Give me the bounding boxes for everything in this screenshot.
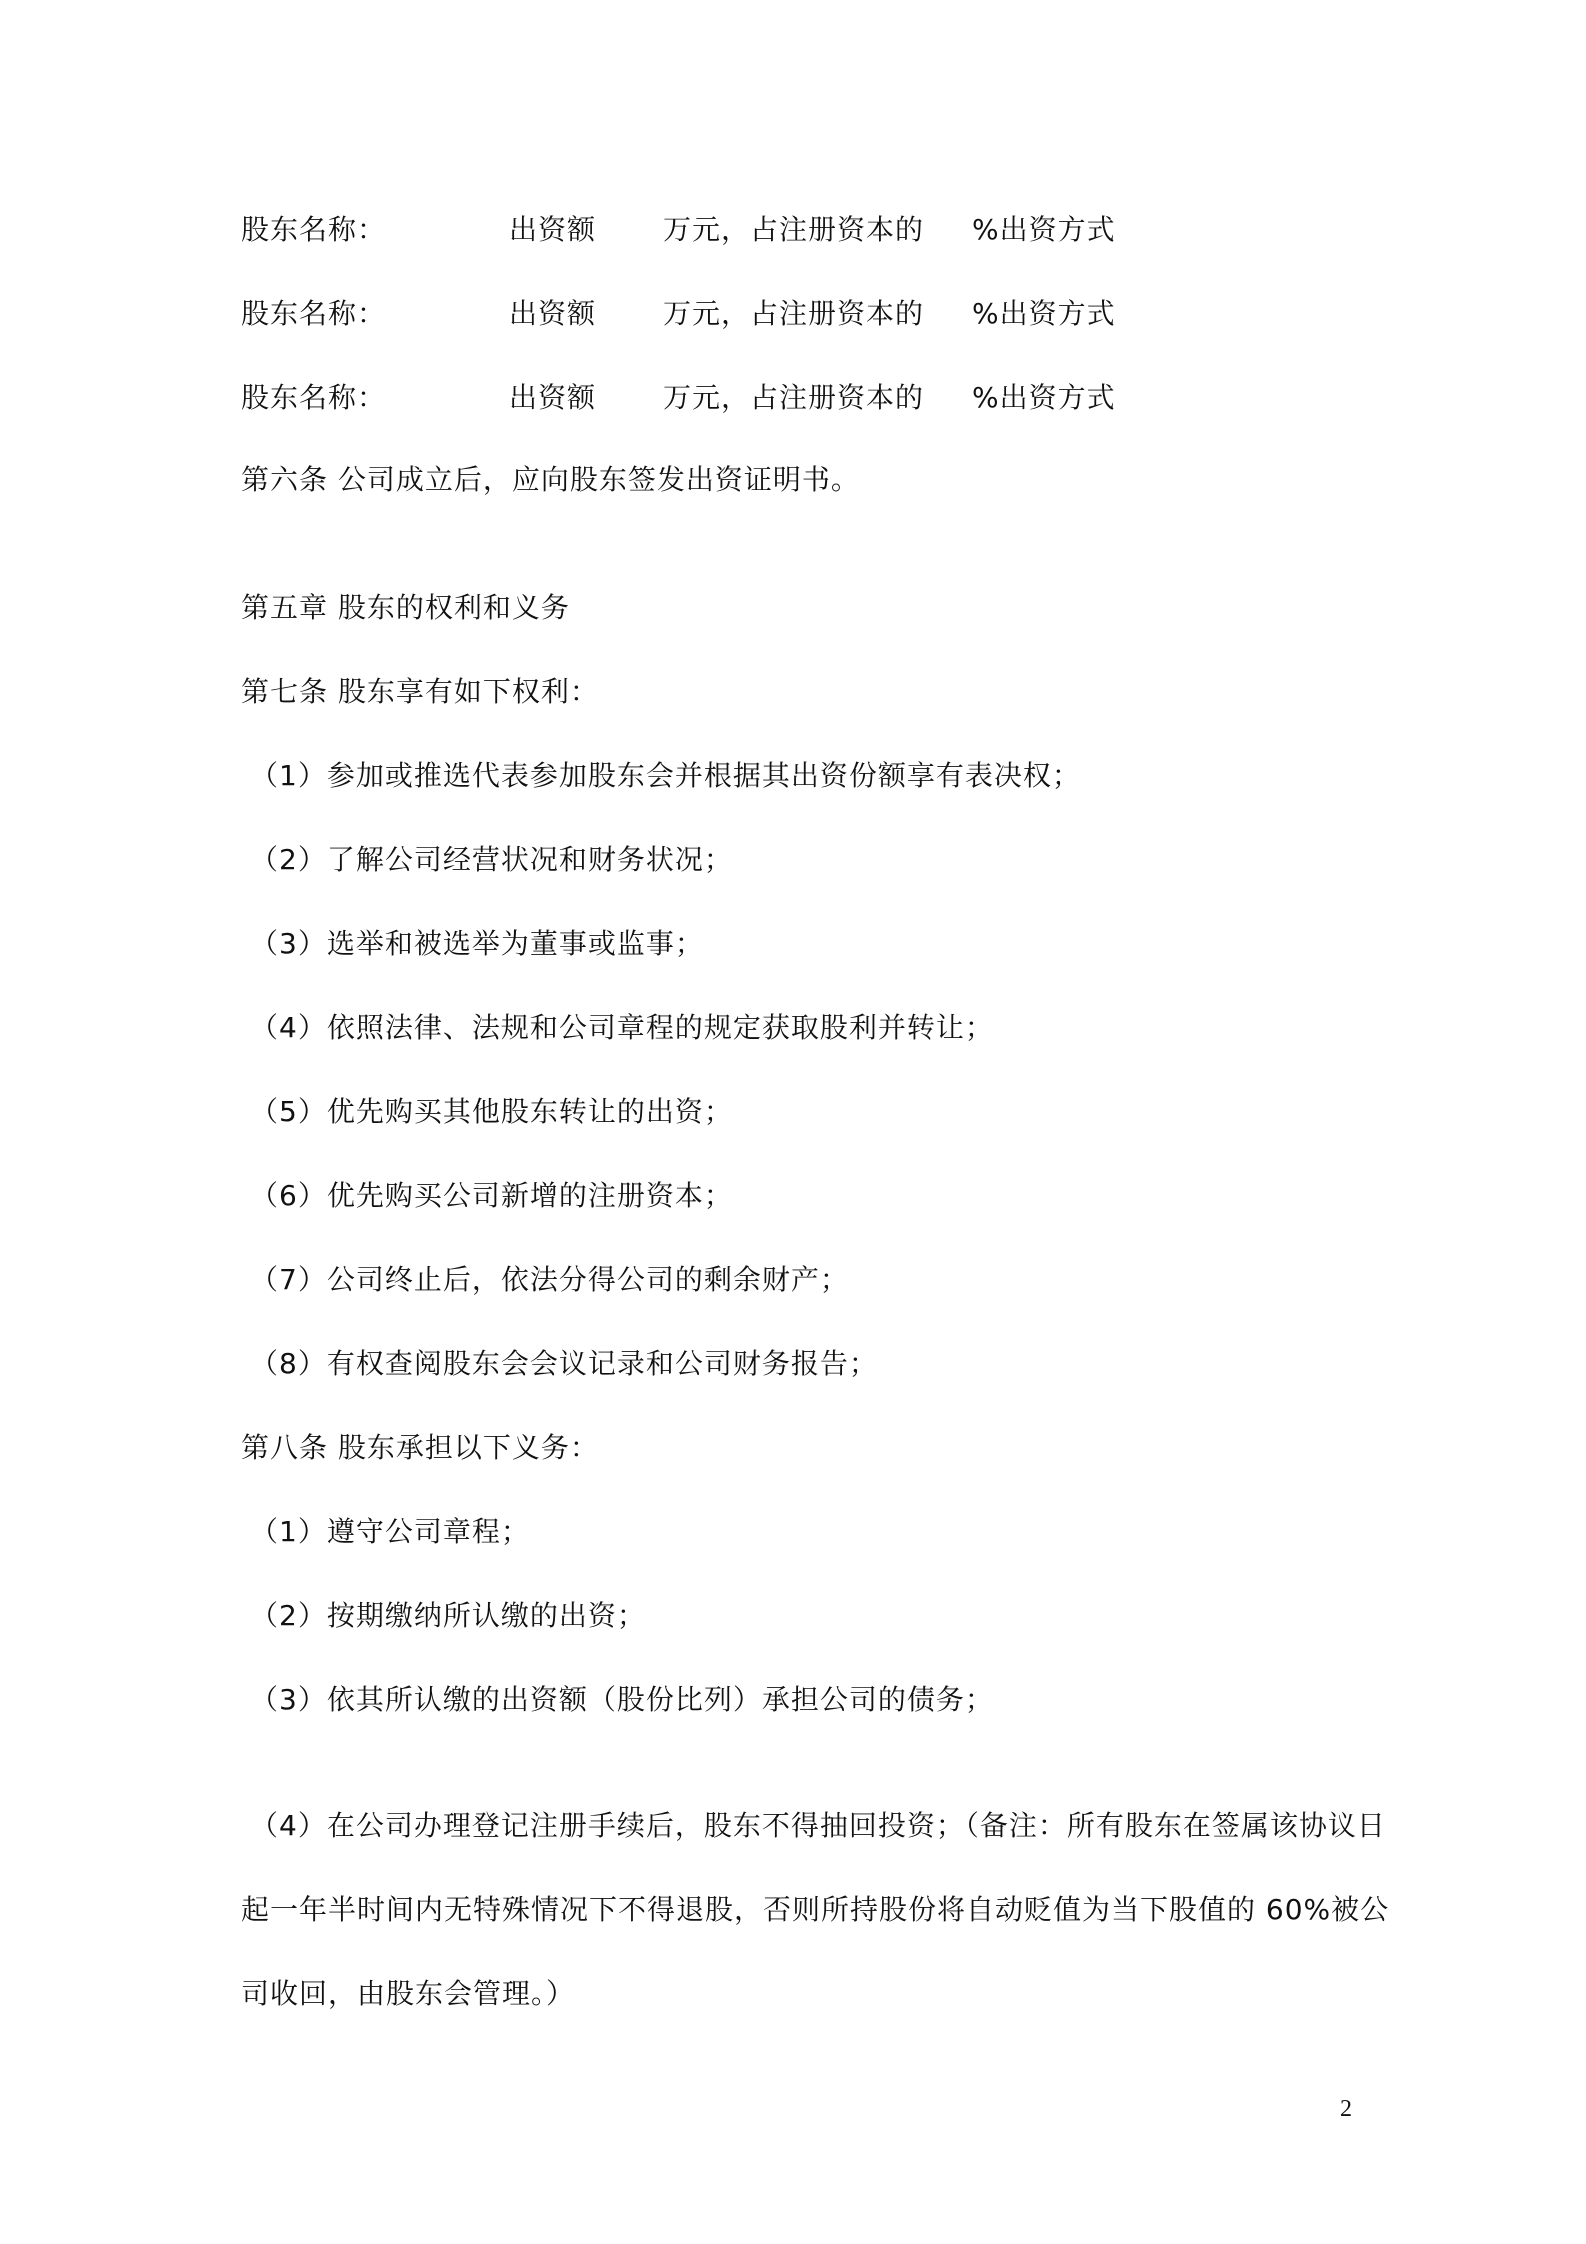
contribution-unit-label: 万元，占注册资本的 [663,213,925,246]
duties-item-4-line-2: 起一年半时间内无特殊情况下不得退股，否则所持股份将自动贬值为当下股值的 60%被公 [241,1893,1390,1926]
chapter-5-title: 第五章 股东的权利和义务 [241,591,570,624]
contribution-method-label: %出资方式 [972,213,1116,246]
rights-list-item: （1）参加或推选代表参加股东会并根据其出资份额享有表决权； [250,759,1081,792]
contribution-unit-label: 万元，占注册资本的 [663,381,925,414]
duties-item-4-line-1: （4）在公司办理登记注册手续后，股东不得抽回投资；（备注：所有股东在签属该协议日 [250,1809,1386,1842]
page-number: 2 [1340,2096,1352,2122]
rights-list-item: （5）优先购买其他股东转让的出资； [250,1095,733,1128]
contribution-amount-label: 出资额 [509,381,597,414]
contribution-amount-label: 出资额 [509,213,597,246]
shareholder-name-label: 股东名称： [241,213,387,246]
duties-list-item: （2）按期缴纳所认缴的出资； [250,1599,646,1632]
duties-list-item: （3）依其所认缴的出资额（股份比列）承担公司的债务； [250,1683,994,1716]
shareholder-name-label: 股东名称： [241,297,387,330]
contribution-amount-label: 出资额 [509,297,597,330]
article-6-text: 第六条 公司成立后，应向股东签发出资证明书。 [241,463,860,496]
article-8-heading: 第八条 股东承担以下义务： [241,1431,599,1464]
contribution-unit-label: 万元，占注册资本的 [663,297,925,330]
rights-list-item: （6）优先购买公司新增的注册资本； [250,1179,733,1212]
contribution-method-label: %出资方式 [972,381,1116,414]
rights-list-item: （2）了解公司经营状况和财务状况； [250,843,733,876]
article-7-heading: 第七条 股东享有如下权利： [241,675,599,708]
rights-list-item: （4）依照法律、法规和公司章程的规定获取股利并转让； [250,1011,994,1044]
shareholder-name-label: 股东名称： [241,381,387,414]
rights-list-item: （8）有权查阅股东会会议记录和公司财务报告； [250,1347,878,1380]
rights-list-item: （3）选举和被选举为董事或监事； [250,927,704,960]
duties-item-4-line-3: 司收回，由股东会管理。） [241,1977,576,2010]
duties-list-item: （1）遵守公司章程； [250,1515,530,1548]
contribution-method-label: %出资方式 [972,297,1116,330]
rights-list-item: （7）公司终止后，依法分得公司的剩余财产； [250,1263,849,1296]
